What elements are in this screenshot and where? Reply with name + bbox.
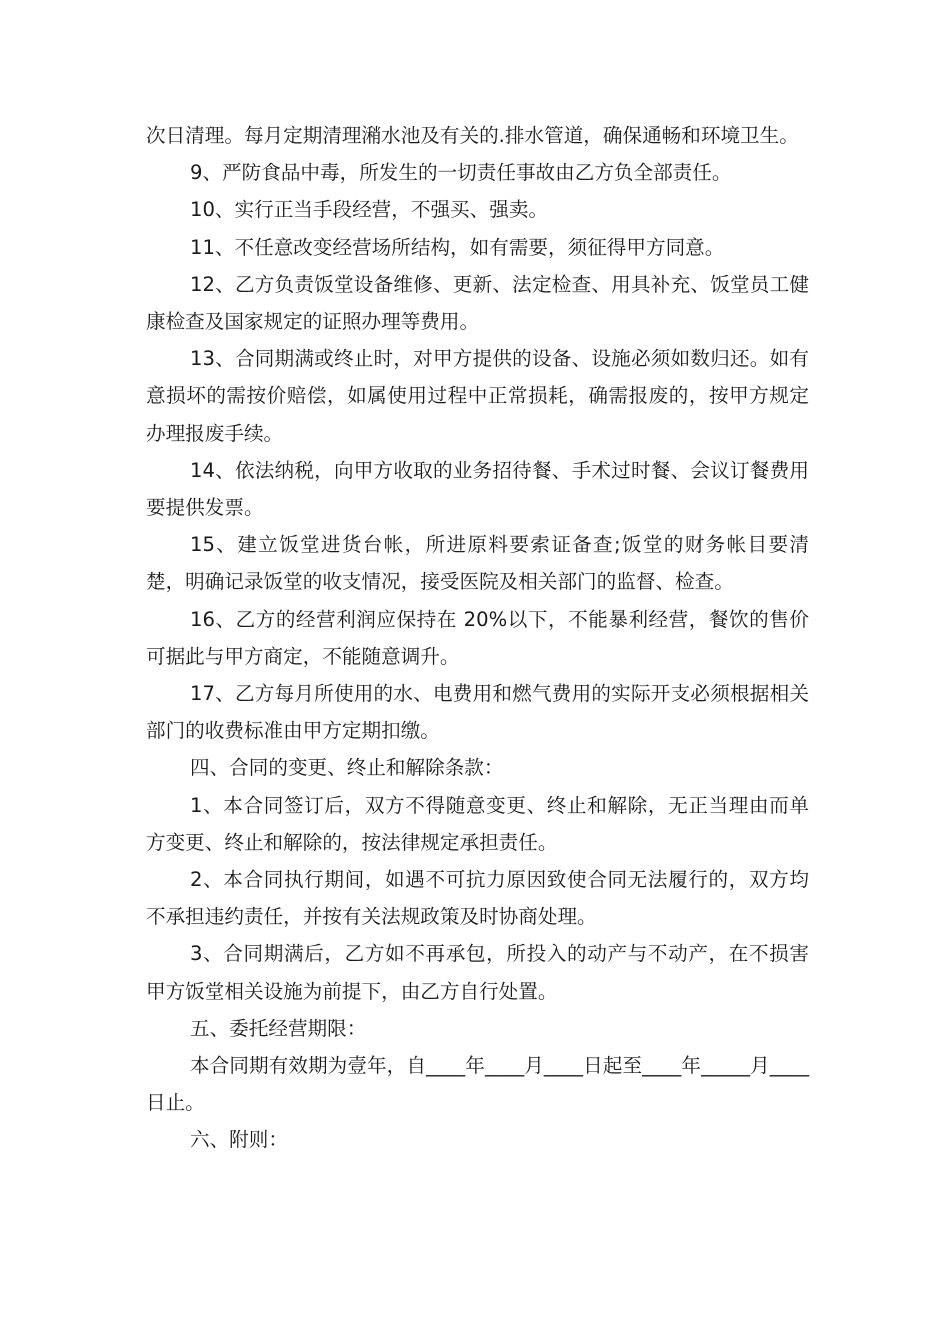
clause-14: 14、依法纳税，向甲方收取的业务招待餐、手术过时餐、会议订餐费用要提供发票。 [146, 458, 809, 520]
clause-9: 9、严防食品中毒，所发生的一切责任事故由乙方负全部责任。 [190, 161, 732, 185]
term-period-text: 本合同期有效期为壹年，自____年____月____日起至____年_____月____日止。 [146, 1054, 809, 1115]
section-4-clause-1: 1、本合同签订后，双方不得随意变更、终止和解除，无正当理由而单方变更、终止和解除的，按法律规定承担责任。 [146, 793, 809, 854]
clause-12: 12、乙方负责饭堂设备维修、更新、法定检查、用具补充、饭堂员工健康检查及国家规定的证照办理等费用。 [146, 272, 809, 334]
section-4-clause-2: 2、本合同执行期间，如遇不可抗力原因致使合同无法履行的，双方均不承担违约责任，并按有关法规政策及时协商处理。 [146, 868, 809, 929]
clause-16: 16、乙方的经营利润应保持在 20%以下，不能暴利经营，餐饮的售价可据此与甲方商定，不能随意调升。 [146, 607, 809, 668]
paragraph-continuation: 次日清理。每月定期清理潲水池及有关的.排水管道，确保通畅和环境卫生。 [146, 124, 799, 147]
document-page [146, 117, 809, 1159]
section-4-clause-3: 3、合同期满后，乙方如不再承包，所投入的动产与不动产，在不损害甲方饭堂相关设施为前提下，由乙方自行处置。 [146, 942, 809, 1003]
clause-13: 13、合同期满或终止时，对甲方提供的设备、设施必须如数归还。如有意损坏的需按价赔偿，如属使用过程中正常损耗，确需报废的，按甲方规定办理报废手续。 [146, 347, 809, 445]
clause-15: 15、建立饭堂进货台帐，所进原料要索证备查;饭堂的财务帐目要清楚，明确记录饭堂的收支情况，接受医院及相关部门的监督、检查。 [146, 533, 809, 594]
section-heading-5: 五、委托经营期限： [190, 1016, 367, 1040]
section-heading-6: 六、附则： [190, 1128, 288, 1152]
clause-17: 17、乙方每月所使用的水、电费用和燃气费用的实际开支必须根据相关部门的收费标准由甲方定期扣缴。 [146, 682, 809, 743]
clause-10: 10、实行正当手段经营，不强买、强卖。 [190, 198, 549, 222]
clause-11: 11、不任意改变经营场所结构，如有需要，须征得甲方同意。 [190, 235, 725, 259]
section-heading-4: 四、合同的变更、终止和解除条款： [190, 756, 504, 780]
